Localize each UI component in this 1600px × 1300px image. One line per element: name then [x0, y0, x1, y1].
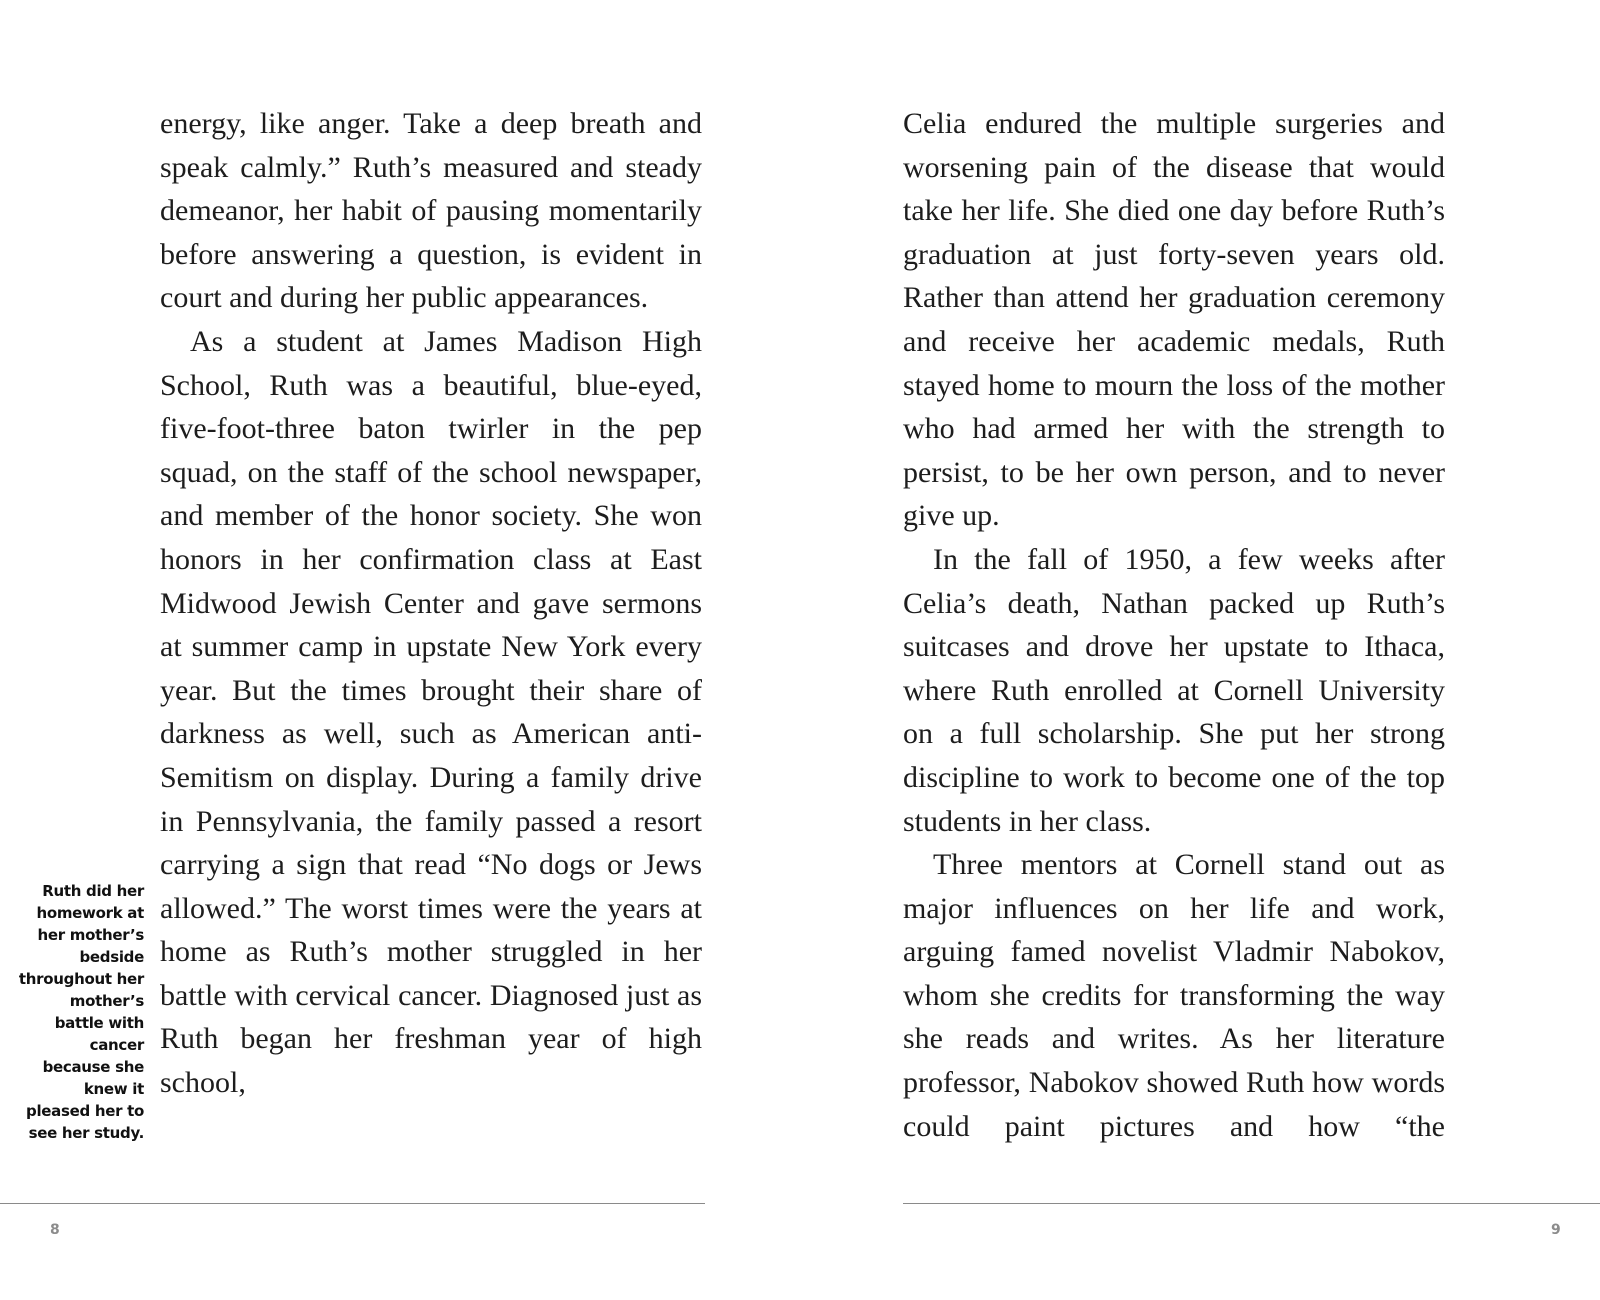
sidebar-note: Ruth did her homework at her mother’s bedside throughout her mother’s battle with cancer because she knew it pleased her to see her study.	[18, 882, 144, 1142]
right-page-body	[903, 102, 1445, 1148]
paragraph-1: energy, like anger. Take a deep breath and speak calmly.” Ruth’s measured and steady demeanor, her habit of pausing momentarily before answering a question, is evident in court and during her public appearances.	[160, 107, 702, 315]
page-number: 9	[1551, 1222, 1561, 1238]
paragraph-2: As a student at James Madison High School, Ruth was a beautiful, blue-eyed, five-foot-three baton twirler in the pep squad, on the staff of the school newspaper, and member of the honor society. She won honors in her confirmation class at East Midwood Jewish Center and gave sermons at summer camp in upstate New York every year. But the times brought their share of darkness as well, such as American anti-Semitism on display. During a family drive in Pennsylvania, the family passed a resort carrying a sign that read “No dogs or Jews allowed.” The worst times were the years at home as Ruth’s mother struggled in her battle with cervical cancer. Diagnosed just as Ruth began her freshman year of high school,	[160, 324, 702, 1100]
paragraph-2: In the fall of 1950, a few weeks after Celia’s death, Nathan packed up Ruth’s suitcases and drove her upstate to Ithaca, where Ruth enrolled at Cornell University on a full scholarship. She put her strong discipline to work to become one of the top students in her class.	[903, 542, 1445, 838]
footer-rule	[0, 1203, 705, 1204]
paragraph-3: Three mentors at Cornell stand out as major influences on her life and work, arguing famed novelist Vladmir Nabokov, whom she credits for transforming the way she reads and writes. As her literature professor, Nabokov showed Ruth how words could paint pictures and how “the	[903, 848, 1445, 1143]
left-page-body	[160, 102, 702, 1105]
page-number: 8	[50, 1222, 60, 1238]
footer-rule	[903, 1203, 1600, 1204]
paragraph-1: Celia endured the multiple surgeries and worsening pain of the disease that would take her life. She died one day before Ruth’s graduation at just forty-seven years old. Rather than attend her graduation ceremony and receive her academic medals, Ruth stayed home to mourn the loss of the mother who had armed her with the strength to persist, to be her own person, and to never give up.	[903, 107, 1445, 533]
right-page	[800, 0, 1600, 1300]
